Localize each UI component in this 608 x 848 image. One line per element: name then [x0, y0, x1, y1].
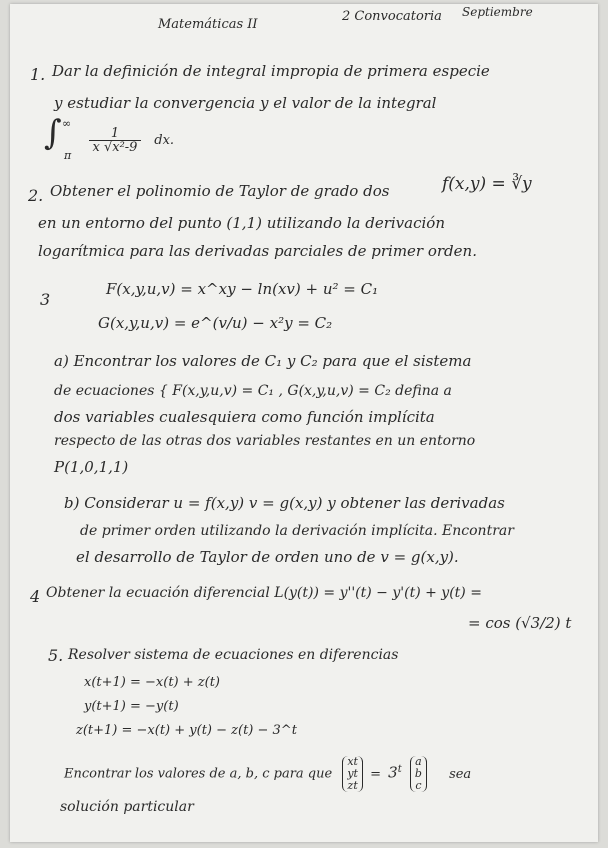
- integral-sign: ∫: [44, 113, 62, 153]
- q2-function: f(x,y) = ∛y: [442, 174, 532, 194]
- q4-text: Obtener la ecuación diferencial L(y(t)) = y''(t) − y'(t) + y(t) =: [46, 585, 482, 601]
- q4-number: 4: [30, 587, 41, 606]
- q1-upper-limit: ∞: [62, 117, 72, 130]
- q3b-line3: el desarrollo de Taylor de orden uno de v = g(x,y).: [76, 548, 459, 566]
- q5-vector-left: [342, 756, 363, 792]
- exam-sheet: [10, 4, 598, 842]
- q3a-line1: a) Encontrar los valores de C₁ y C₂ para que el sistema: [54, 352, 472, 370]
- header-session: 2 Convocatoria: [342, 9, 442, 24]
- q1-numerator: 1: [89, 127, 142, 141]
- q5-eq1: x(t+1) = −x(t) + z(t): [84, 675, 220, 690]
- q5-number: 5.: [48, 646, 64, 665]
- q1-differential: dx.: [154, 133, 175, 148]
- vec-right-b: b: [414, 767, 422, 780]
- q2-number: 2.: [28, 186, 44, 205]
- q3a-line3: dos variables cualesquiera como función implícita: [54, 408, 435, 426]
- q2-line2: en un entorno del punto (1,1) utilizando la derivación: [38, 214, 445, 232]
- q5-line2-row: Encontrar los valores de a, b, c para que xt yt zt = 3$^t$ a b c sea: [64, 755, 472, 792]
- q5-line3: solución particular: [60, 799, 194, 815]
- q3a-line5: P(1,0,1,1): [54, 458, 129, 476]
- vec-right-c: c: [415, 779, 422, 792]
- q1-number: 1.: [30, 65, 46, 84]
- vec-left-x: xt: [347, 755, 358, 768]
- q3b-line1: b) Considerar u = f(x,y) v = g(x,y) y obtener las derivadas: [64, 494, 505, 512]
- header-subject: Matemáticas II: [158, 17, 258, 32]
- q5-eq3: z(t+1) = −x(t) + y(t) − z(t) − 3^t: [76, 723, 297, 738]
- q5-base: 3: [388, 763, 398, 782]
- q1-integrand: [89, 127, 142, 154]
- q3a-line2: de ecuaciones { F(x,y,u,v) = C₁ , G(x,y,u,v) = C₂ defina a: [54, 383, 452, 399]
- q1-integral: [44, 113, 175, 162]
- vec-left-z: zt: [347, 779, 358, 792]
- q3-eq2: G(x,y,u,v) = e^(v/u) − x²y = C₂: [98, 314, 333, 332]
- q3-eq1: F(x,y,u,v) = x^xy − ln(xv) + u² = C₁: [106, 280, 379, 298]
- q5-line1: Resolver sistema de ecuaciones en diferencias: [68, 647, 399, 663]
- q3a-line4: respecto de las otras dos variables restantes en un entorno: [54, 433, 476, 449]
- q2-line3: logarítmica para las derivadas parciales de primer orden.: [38, 242, 477, 260]
- q5-vector-right: [410, 756, 427, 792]
- vec-right-a: a: [415, 755, 422, 768]
- q1-line1: Dar la definición de integral impropia de primera especie: [52, 62, 490, 80]
- q5-eq2: y(t+1) = −y(t): [84, 699, 179, 714]
- q3-number: 3: [40, 290, 51, 309]
- q2-line1: Obtener el polinomio de Taylor de grado dos: [50, 182, 390, 200]
- q4-rhs: = cos (√3/2) t: [468, 614, 572, 632]
- q1-line2: y estudiar la convergencia y el valor de la integral: [54, 94, 437, 112]
- vec-left-y: yt: [347, 767, 358, 780]
- q1-denominator: x √x²-9: [92, 139, 138, 155]
- q3b-line2: de primer orden utilizando la derivación implícita. Encontrar: [80, 523, 514, 539]
- q1-lower-limit: π: [64, 149, 72, 162]
- q5-tail: sea: [449, 766, 472, 782]
- header-month: Septiembre: [462, 5, 533, 19]
- q5-line2: Encontrar los valores de a, b, c para que: [64, 766, 333, 782]
